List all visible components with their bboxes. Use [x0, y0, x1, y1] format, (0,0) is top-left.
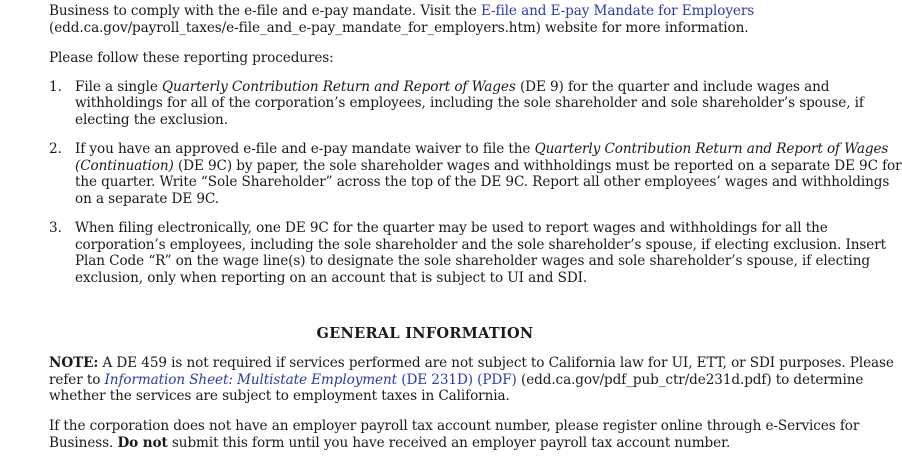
item-3-line-1: When filing electronically, one DE 9C for the quarter may be used to report wages and withholdings for all the [75, 220, 828, 236]
general-information-heading: GENERAL INFORMATION [316, 325, 534, 342]
registration-line-2 [49, 435, 730, 451]
item-3-number: 3. [49, 220, 62, 236]
note-line-3: whether the services are subject to employment taxes in California. [49, 388, 510, 404]
registration-text: Business. [49, 435, 118, 451]
item-1-line-2: withholdings for all of the corporation’s employees, including the sole shareholder and sole shareholder’s spouse, if [75, 95, 864, 111]
note-text: A DE 459 is not required if services performed are not subject to California law for UI, ETT, or SDI purposes. Please [98, 355, 894, 371]
note-line-1 [49, 355, 894, 371]
de231d-link-code: (DE 231D) (PDF) [397, 372, 517, 388]
note-url-text: (edd.ca.gov/pdf_pub_ctr/de231d.pdf) to determine [516, 372, 864, 388]
item-2-line-1 [75, 141, 888, 157]
procedures-intro: Please follow these reporting procedures: [49, 50, 334, 66]
item-2-number: 2. [49, 141, 62, 157]
item-3-line-4: exclusion, only when reporting on an account that is subject to UI and SDI. [75, 270, 588, 286]
item-2-form-title-cont: (Continuation) [75, 158, 174, 174]
item-1-line-3: electing the exclusion. [75, 112, 228, 128]
intro-text: Business to comply with the e-file and e-pay mandate. Visit the [49, 3, 481, 19]
item-1-form-title: Quarterly Contribution Return and Report of Wages [162, 79, 516, 95]
item-1-line-1 [75, 79, 829, 95]
item-3-line-3: Plan Code “R” on the wage line(s) to designate the sole shareholder wages and sole shareholder’s spouse, if electing [75, 253, 870, 269]
note-line-2 [49, 372, 863, 388]
de231d-link[interactable] [105, 372, 517, 388]
item-1-text: File a single [75, 79, 163, 95]
item-3-line-2: corporation’s employees, including the sole shareholder and the sole shareholder’s spouse, if electing exclusion. Insert [75, 237, 886, 253]
registration-text-tail: submit this form until you have received an employer payroll tax account number. [167, 435, 731, 451]
item-1-text-tail: (DE 9) for the quarter and include wages and [515, 79, 830, 95]
do-not-emphasis: Do not [117, 435, 168, 451]
registration-line-1: If the corporation does not have an employer payroll tax account number, please register online through e-Services for [49, 418, 860, 434]
note-label: NOTE: [49, 355, 99, 371]
item-2-line-4: on a separate DE 9C. [75, 191, 219, 207]
item-2-line-3: the quarter. Write “Sole Shareholder” across the top of the DE 9C. Report all other employees’ wages and withholdings [75, 174, 890, 190]
item-2-line-2 [75, 158, 902, 174]
note-refer-text: refer to [49, 372, 105, 388]
item-2-text-tail: (DE 9C) by paper, the sole shareholder wages and withholdings must be reported on a separate DE 9C for [173, 158, 902, 174]
item-1-number: 1. [49, 79, 62, 95]
item-2-form-title: Quarterly Contribution Return and Report of Wages [534, 141, 889, 157]
de231d-link-title: Information Sheet: Multistate Employment [104, 372, 398, 388]
intro-line-1 [49, 3, 754, 19]
efile-mandate-link[interactable]: E-file and E-pay Mandate for Employers [480, 3, 755, 19]
item-2-text: If you have an approved e-file and e-pay mandate waiver to file the [75, 141, 535, 157]
intro-line-2: (edd.ca.gov/payroll_taxes/e-file_and_e-pay_mandate_for_employers.htm) website for more information. [49, 20, 749, 36]
